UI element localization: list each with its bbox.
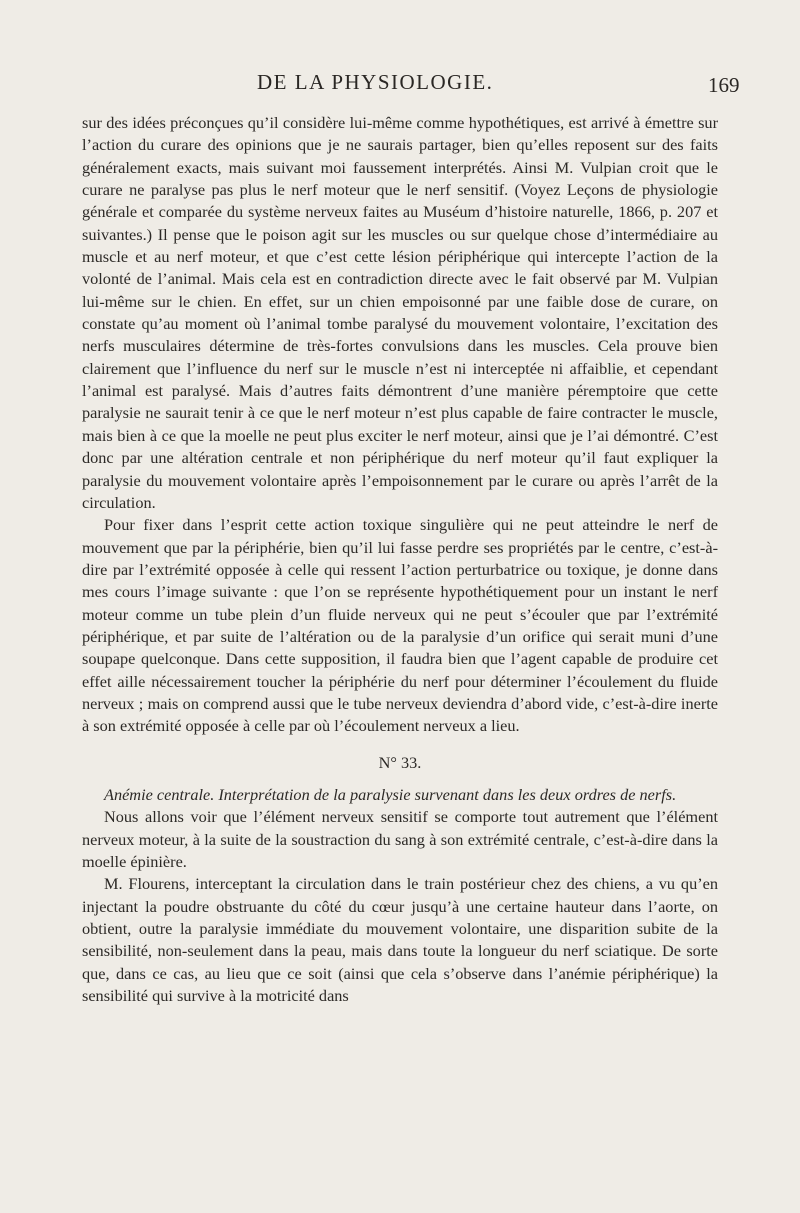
paragraph-4: M. Flourens, interceptant la circulation dans le train postérieur chez des chiens, a vu qu’en injectant la poudre obstruante du côté du cœur jusqu’à une certaine hauteur dans l’aorte, on obtient, outre la paralysie immédiate du mouvement volontaire, une disparition subite de la sensibilité, non-seulement dans la peau, mais dans toute la longueur du nerf sciatique. De sorte que, dans ce cas, au lieu que ce soit (ainsi que cela s’observe dans l’anémie périphérique) la sensibilité qui survive à la motricité dans bbox=[82, 874, 718, 1006]
section-number: N° 33. bbox=[378, 752, 422, 772]
paragraph-2: Pour fixer dans l’esprit cette action toxique singulière qui ne peut atteindre le nerf de mouvement que par la périphérie, bien qu’il lui fasse perdre ses propriétés par le centre, c’est-à-dire par l’extrémité opposée à celle qui ressent l’action perturbatrice ou toxique, je donne dans mes cours l’image suivante : que l’on se représente hypothétiquement pour un instant le nerf moteur comme un tube plein d’un fluide nerveux qui ne peut s’écouler que par l’extrémité périphérique, et par suite de l’altération ou de la paralysie d’un orifice qui serait muni d’une soupape quelconque. Dans cette supposition, il faudra bien que l’agent capable de produire cet effet aille nécessairement toucher la périphérie du nerf pour déterminer l’écoulement du fluide nerveux ; mais on comprend aussi que le tube nerveux deviendra d’abord vide, c’est-à-dire inerte à son extrémité opposée à celle par où l’écoulement nerveux a lieu. bbox=[82, 515, 718, 736]
page-number: 169 bbox=[708, 73, 740, 97]
paragraph-3: Nous allons voir que l’élément nerveux sensitif se comporte tout autrement que l’élément nerveux moteur, à la suite de la soustraction du sang à son extrémité centrale, c’est-à-dire dans la moelle épinière. bbox=[82, 807, 718, 871]
paragraph-1: sur des idées préconçues qu’il considère lui-même comme hypothétiques, est arrivé à émettre sur l’action du curare des opinions que je ne saurais partager, bien qu’elles reposent sur des faits généralement exacts, mais suivant moi faussement interprétés. Ainsi M. Vulpian croit que le curare ne paralyse pas plus le nerf moteur que le nerf sensitif. (Voyez Leçons de physiologie générale et comparée du système nerveux faites au Muséum d’histoire naturelle, 1866, p. 207 et suivantes.) Il pense que le poison agit sur les muscles ou sur quelque chose d’intermédiaire au muscle et au nerf moteur, et que c’est cette lésion périphérique qui intercepte l’action de la volonté de l’animal. Mais cela est en contradiction directe avec le fait observé par M. Vulpian lui-même sur le chien. En effet, sur un chien empoisonné par une faible dose de curare, on constate qu’au moment où l’animal tombe paralysé du mouvement volontaire, l’excitation des nerfs musculaires détermine de très-fortes convulsions dans les muscles. Cela prouve bien clairement que l’influence du nerf sur le muscle n’est ni interceptée ni affaiblie, et cependant l’animal est paralysé. Mais d’autres faits démontrent d’une manière péremptoire que cette paralysie ne saurait tenir à ce que le nerf moteur n’est plus capable de faire contracter le muscle, mais bien à ce que la moelle ne peut plus exciter le nerf moteur, ainsi que je l’ai démontré. C’est donc par une altération centrale et non périphérique du nerf moteur qu’il faut expliquer la paralysie du mouvement volontaire après l’empoisonnement par le curare ou après l’arrêt de la circulation. bbox=[82, 113, 718, 512]
running-title: DE LA PHYSIOLOGIE. bbox=[257, 70, 494, 94]
section-title: Anémie centrale. Interprétation de la paralysie survenant dans les deux ordres de nerfs. bbox=[104, 784, 677, 804]
page-header bbox=[0, 70, 800, 100]
body-text bbox=[82, 112, 718, 1007]
